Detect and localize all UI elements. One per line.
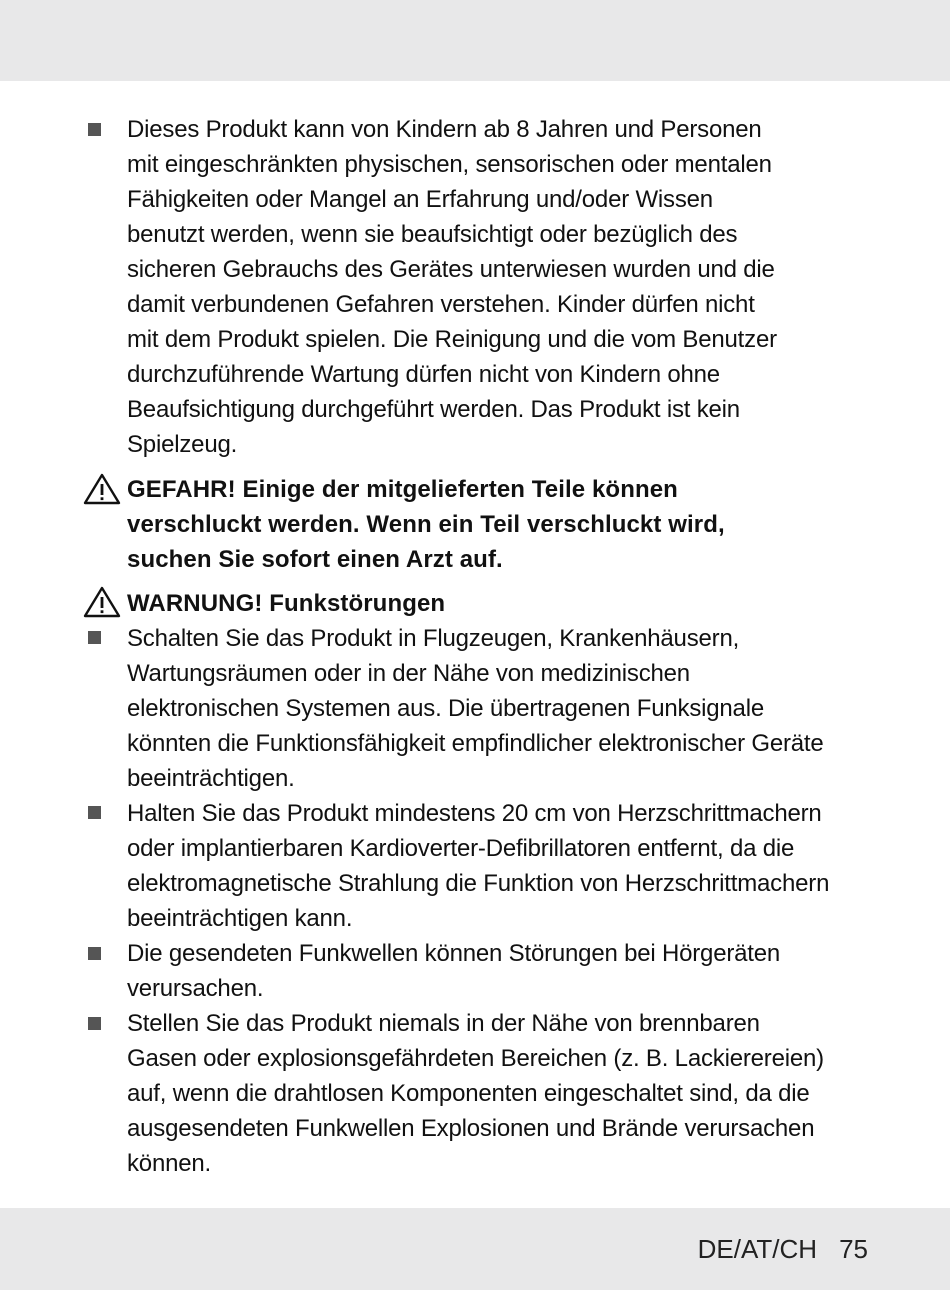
text-line: sicheren Gebrauchs des Gerätes unterwiesen wurden und die bbox=[127, 256, 775, 283]
text-line: Wartungsräumen oder in der Nähe von medizinischen bbox=[127, 660, 690, 687]
text-line: können. bbox=[127, 1150, 212, 1177]
text-line: benutzt werden, wenn sie beaufsichtigt oder bezüglich des bbox=[127, 221, 738, 248]
text-line: auf, wenn die drahtlosen Komponenten eingeschaltet sind, da die bbox=[127, 1080, 810, 1107]
text-line: elektronischen Systemen aus. Die übertragenen Funksignale bbox=[127, 695, 764, 722]
warning-triangle-icon bbox=[83, 473, 121, 505]
text-line: Dieses Produkt kann von Kindern ab 8 Jahren und Personen bbox=[127, 116, 762, 143]
bullet-marker bbox=[88, 1017, 101, 1030]
text-line: mit dem Produkt spielen. Die Reinigung und die vom Benutzer bbox=[127, 326, 777, 353]
text-line: beeinträchtigen. bbox=[127, 765, 295, 792]
text-line: mit eingeschränkten physischen, sensorischen oder mentalen bbox=[127, 151, 772, 178]
page-footer bbox=[698, 1233, 868, 1265]
bullet-marker bbox=[88, 123, 101, 136]
text-line: Fähigkeiten oder Mangel an Erfahrung und/oder Wissen bbox=[127, 186, 713, 213]
text-line: Spielzeug. bbox=[127, 431, 238, 458]
text-line: damit verbundenen Gefahren verstehen. Kinder dürfen nicht bbox=[127, 291, 755, 318]
page-number: 75 bbox=[839, 1234, 868, 1264]
intro-paragraph bbox=[127, 112, 862, 462]
text-line: GEFAHR! Einige der mitgelieferten Teile können bbox=[127, 476, 678, 503]
list-item bbox=[127, 936, 862, 1006]
danger-notice bbox=[127, 472, 862, 577]
warning-triangle-icon bbox=[83, 586, 121, 618]
text-line: Die gesendeten Funkwellen können Störungen bei Hörgeräten bbox=[127, 940, 781, 967]
bullet-marker bbox=[88, 806, 101, 819]
list-item bbox=[127, 796, 862, 936]
text-line: Schalten Sie das Produkt in Flugzeugen, Krankenhäusern, bbox=[127, 625, 740, 652]
text-line: ausgesendeten Funkwellen Explosionen und Brände verursachen bbox=[127, 1115, 815, 1142]
text-line: verursachen. bbox=[127, 975, 264, 1002]
bullet-marker bbox=[88, 631, 101, 644]
text-line: beeinträchtigen kann. bbox=[127, 905, 353, 932]
header-band bbox=[0, 0, 950, 81]
footer-region: DE/AT/CH bbox=[697, 1234, 818, 1264]
text-line: Stellen Sie das Produkt niemals in der Nähe von brennbaren bbox=[127, 1010, 760, 1037]
text-line: könnten die Funktionsfähigkeit empfindlicher elektronischer Geräte bbox=[127, 730, 824, 757]
list-item bbox=[127, 1006, 862, 1181]
text-line: verschluckt werden. Wenn ein Teil verschluckt wird, bbox=[127, 511, 725, 538]
bullet-marker bbox=[88, 947, 101, 960]
list-item bbox=[127, 621, 862, 796]
text-line: Beaufsichtigung durchgeführt werden. Das Produkt ist kein bbox=[127, 396, 740, 423]
text-line: elektromagnetische Strahlung die Funktion von Herzschrittmachern bbox=[127, 870, 830, 897]
text-line: Halten Sie das Produkt mindestens 20 cm von Herzschrittmachern bbox=[127, 800, 822, 827]
text-line: durchzuführende Wartung dürfen nicht von Kindern ohne bbox=[127, 361, 720, 388]
text-line: Gasen oder explosionsgefährdeten Bereichen (z. B. Lackierereien) bbox=[127, 1045, 824, 1072]
warning-heading: WARNUNG! Funkstörungen bbox=[127, 590, 446, 617]
text-line: oder implantierbaren Kardioverter-Defibrillatoren entfernt, da die bbox=[127, 835, 795, 862]
text-line: suchen Sie sofort einen Arzt auf. bbox=[127, 546, 503, 573]
